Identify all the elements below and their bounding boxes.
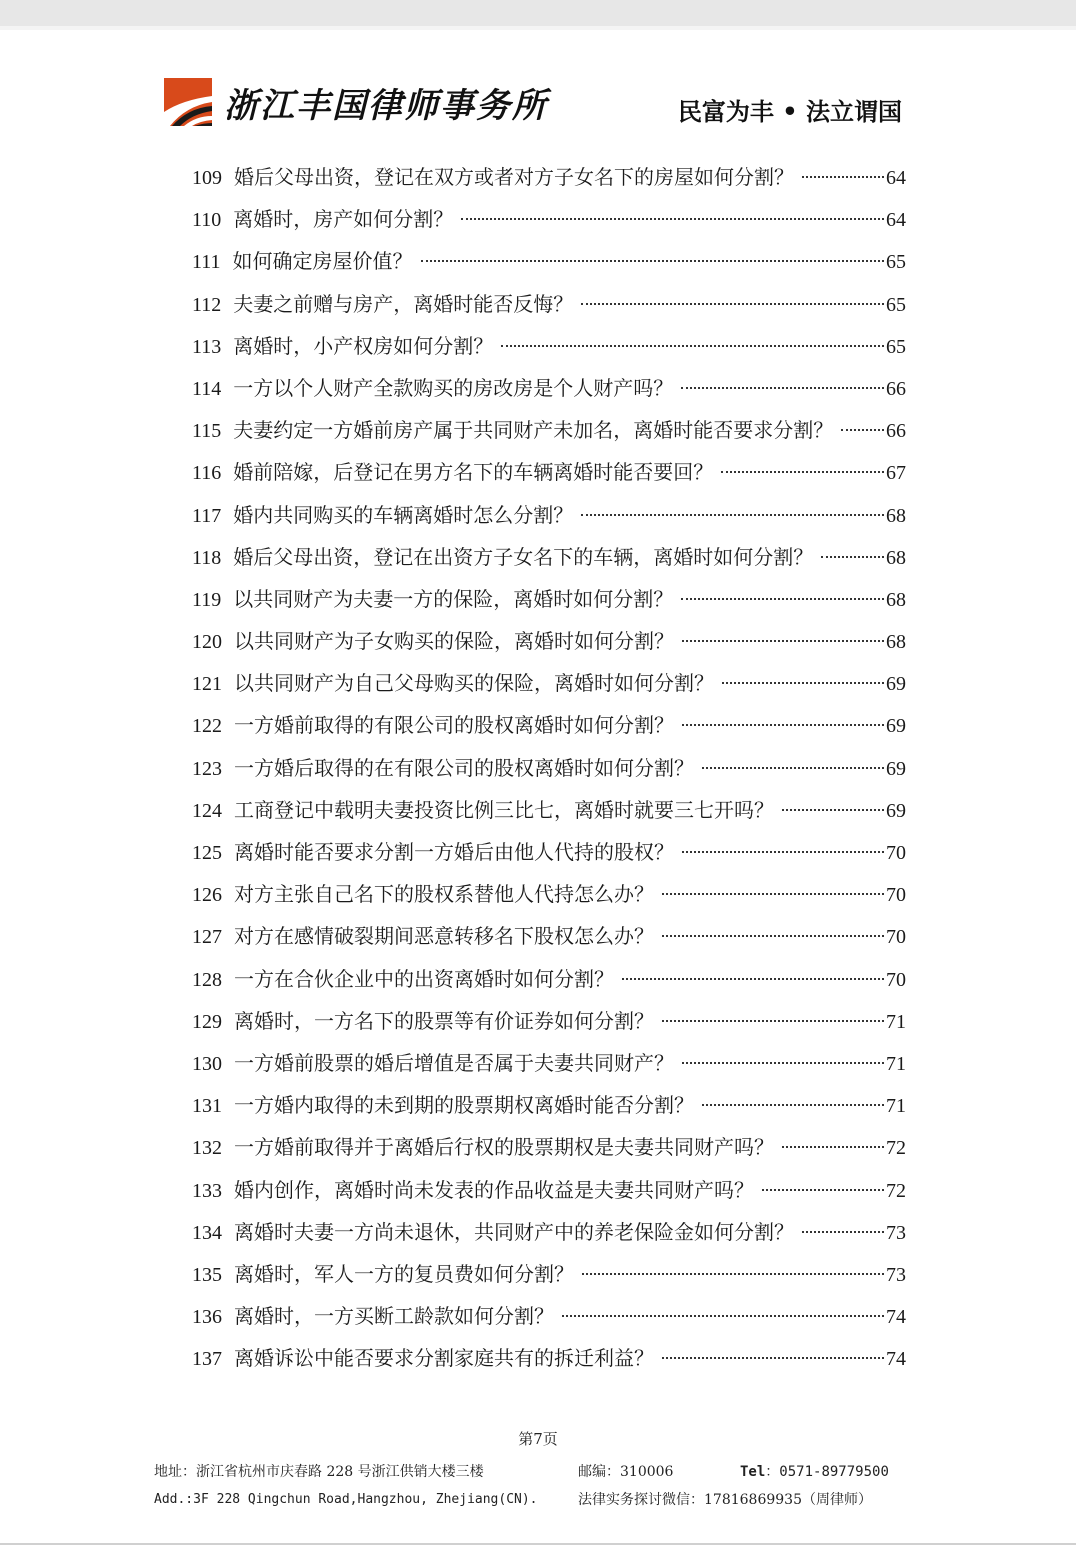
toc-leader-dots xyxy=(662,934,884,937)
footer-tel xyxy=(740,1458,889,1486)
toc-entry[interactable] xyxy=(192,1254,906,1296)
toc-entry-page: 66 xyxy=(886,420,906,443)
toc-entry-title: 离婚时能否要求分割一方婚后由他人代持的股权？ xyxy=(234,842,674,864)
toc-entry[interactable] xyxy=(192,452,906,494)
toc-entry-title: 婚前陪嫁，后登记在男方名下的车辆离婚时能否要回？ xyxy=(233,462,714,485)
toc-entry-page: 68 xyxy=(886,588,906,611)
toc-leader-dots xyxy=(562,1314,884,1317)
toc-entry-page: 70 xyxy=(886,884,906,907)
toc-entry-title: 离婚时夫妻一方尚未退休，共同财产中的养老保险金如何分割？ xyxy=(234,1221,794,1244)
toc-entry-number: 116 xyxy=(192,462,222,485)
toc-entry-number: 125 xyxy=(192,842,222,864)
toc-entry[interactable] xyxy=(192,199,906,241)
toc-entry-number: 133 xyxy=(192,1179,222,1202)
toc-entry[interactable] xyxy=(192,916,906,958)
toc-entry-page: 71 xyxy=(886,1052,906,1075)
toc-entry[interactable] xyxy=(192,1338,906,1380)
toc-entry-number: 120 xyxy=(192,631,222,654)
toc-leader-dots xyxy=(662,1019,884,1022)
toc-entry-title: 离婚时，小产权房如何分割？ xyxy=(233,335,494,358)
toc-entry-number: 117 xyxy=(192,504,222,527)
toc-entry-page: 64 xyxy=(886,167,906,189)
toc-entry[interactable] xyxy=(192,663,906,705)
toc-entry-title: 婚内共同购买的车辆离婚时怎么分割？ xyxy=(233,504,574,527)
toc-leader-dots xyxy=(762,1188,884,1191)
firm-name: 浙江丰国律师事务所 xyxy=(224,86,548,126)
toc-entry-title: 如何确定房屋价值？ xyxy=(232,251,413,274)
toc-leader-dots xyxy=(802,1230,884,1233)
toc-entry[interactable] xyxy=(192,537,906,579)
toc-leader-dots xyxy=(821,555,884,558)
toc-entry-page: 73 xyxy=(886,1221,906,1244)
toc-leader-dots xyxy=(682,639,884,642)
toc-entry-page: 70 xyxy=(886,926,906,949)
toc-entry-number: 134 xyxy=(192,1221,222,1244)
toc-leader-dots xyxy=(662,1356,884,1359)
toc-leader-dots xyxy=(682,850,884,853)
toc-entry-title: 一方婚前取得的有限公司的股权离婚时如何分割？ xyxy=(234,715,674,738)
toc-entry[interactable] xyxy=(192,495,906,537)
toc-entry-title: 婚后父母出资，登记在出资方子女名下的车辆，离婚时如何分割？ xyxy=(233,546,814,569)
toc-entry-page: 72 xyxy=(886,1179,906,1202)
toc-entry-page: 73 xyxy=(886,1263,906,1286)
toc-leader-dots xyxy=(702,1103,884,1106)
toc-entry-number: 115 xyxy=(192,420,222,443)
top-gray-band xyxy=(0,0,1076,26)
footer-tel-value: ：0571-89779500 xyxy=(765,1464,889,1480)
toc-entry-number: 109 xyxy=(192,167,222,189)
toc-leader-dots xyxy=(681,597,884,600)
toc-leader-dots xyxy=(782,808,884,811)
toc-entry-page: 65 xyxy=(886,335,906,358)
toc-entry-number: 128 xyxy=(192,968,222,991)
toc-entry-number: 131 xyxy=(192,1095,222,1118)
toc-entry-title: 夫妻之前赠与房产，离婚时能否反悔？ xyxy=(233,293,574,316)
toc-leader-dots xyxy=(782,1145,884,1148)
bottom-rule xyxy=(0,1543,1076,1545)
toc-entry-number: 113 xyxy=(192,335,222,358)
top-edge xyxy=(0,26,1076,30)
toc-entry-page: 69 xyxy=(886,715,906,738)
toc-entry-number: 135 xyxy=(192,1263,222,1286)
toc-entry-page: 69 xyxy=(886,799,906,822)
toc-entry-page: 70 xyxy=(886,842,906,864)
footer-tel-label: Tel xyxy=(740,1464,766,1480)
toc-entry-page: 74 xyxy=(886,1348,906,1371)
toc-entry-number: 118 xyxy=(192,546,222,569)
toc-entry-title: 婚后父母出资，登记在双方或者对方子女名下的房屋如何分割？ xyxy=(234,167,794,189)
toc-entry-title: 以共同财产为自己父母购买的保险，离婚时如何分割？ xyxy=(234,673,714,696)
toc-entry-number: 127 xyxy=(192,926,222,949)
toc-entry[interactable] xyxy=(192,790,906,832)
toc-entry-page: 71 xyxy=(886,1095,906,1118)
toc-entry-number: 112 xyxy=(192,293,222,316)
toc-entry[interactable] xyxy=(192,959,906,1001)
toc-entry[interactable] xyxy=(192,748,906,790)
toc-leader-dots xyxy=(622,977,884,980)
toc-entry-number: 110 xyxy=(192,209,222,232)
toc-entry-title: 以共同财产为子女购买的保险，离婚时如何分割？ xyxy=(234,631,674,654)
toc-entry[interactable] xyxy=(192,284,906,326)
toc-leader-dots xyxy=(682,1061,884,1064)
toc-entry-page: 68 xyxy=(886,504,906,527)
toc-entry[interactable] xyxy=(192,1170,906,1212)
toc-entry-title: 一方婚前股票的婚后增值是否属于夫妻共同财产？ xyxy=(234,1052,674,1075)
toc-leader-dots xyxy=(421,259,884,262)
toc-entry-title: 离婚时，一方买断工龄款如何分割？ xyxy=(234,1306,554,1329)
toc-entry-title: 夫妻约定一方婚前房产属于共同财产未加名，离婚时能否要求分割？ xyxy=(233,420,834,443)
toc-entry[interactable] xyxy=(192,832,906,874)
toc-leader-dots xyxy=(722,681,884,684)
footer-line-2 xyxy=(154,1486,914,1514)
firm-motto: 民富为丰 • 法立谓国 xyxy=(677,97,902,126)
toc-entry-title: 一方婚后取得的在有限公司的股权离婚时如何分割？ xyxy=(234,757,694,780)
toc-leader-dots xyxy=(581,302,884,305)
toc-leader-dots xyxy=(721,470,884,473)
toc-entry-title: 离婚诉讼中能否要求分割家庭共有的拆迁利益？ xyxy=(234,1348,654,1371)
toc-entry-number: 122 xyxy=(192,715,222,738)
toc-leader-dots xyxy=(702,766,884,769)
toc-entry[interactable] xyxy=(192,1043,906,1085)
toc-entry-number: 129 xyxy=(192,1010,222,1033)
footer-address-en: Add.:3F 228 Qingchun Road,Hangzhou, Zhejiang(CN). xyxy=(154,1492,538,1507)
toc-leader-dots xyxy=(682,723,884,726)
toc-entry[interactable] xyxy=(192,621,906,663)
toc-entry[interactable] xyxy=(192,157,906,199)
toc-entry-number: 121 xyxy=(192,673,222,696)
toc-entry-title: 工商登记中载明夫妻投资比例三比七，离婚时就要三七开吗？ xyxy=(234,799,774,822)
toc-entry-page: 69 xyxy=(886,673,906,696)
toc-entry[interactable] xyxy=(192,874,906,916)
toc-entry[interactable] xyxy=(192,1296,906,1338)
toc-leader-dots xyxy=(582,1272,884,1275)
toc-entry-number: 111 xyxy=(192,251,221,274)
page-number: 第7页 xyxy=(518,1430,558,1448)
toc-entry-title: 一方在合伙企业中的出资离婚时如何分割？ xyxy=(234,968,614,991)
table-of-contents xyxy=(192,157,906,1380)
toc-entry-number: 114 xyxy=(192,377,222,400)
toc-entry[interactable] xyxy=(192,368,906,410)
footer-postcode: 邮编：310006 xyxy=(578,1464,674,1480)
toc-entry[interactable] xyxy=(192,241,906,283)
footer-address-cn: 地址：浙江省杭州市庆春路 228 号浙江供销大楼三楼 xyxy=(154,1464,484,1480)
toc-entry[interactable] xyxy=(192,1001,906,1043)
toc-leader-dots xyxy=(662,892,884,895)
toc-leader-dots xyxy=(581,513,884,516)
toc-leader-dots xyxy=(461,217,884,220)
toc-entry-title: 一方婚内取得的未到期的股票期权离婚时能否分割？ xyxy=(234,1095,694,1118)
toc-entry-number: 137 xyxy=(192,1348,222,1371)
toc-entry-number: 132 xyxy=(192,1137,222,1160)
toc-leader-dots xyxy=(681,386,884,389)
toc-leader-dots xyxy=(501,344,884,347)
toc-entry[interactable] xyxy=(192,1212,906,1254)
toc-entry-page: 68 xyxy=(886,631,906,654)
toc-entry[interactable] xyxy=(192,410,906,452)
toc-entry-title: 离婚时，军人一方的复员费如何分割？ xyxy=(234,1263,574,1286)
toc-entry-title: 一方以个人财产全款购买的房改房是个人财产吗？ xyxy=(233,377,674,400)
toc-entry-page: 68 xyxy=(886,546,906,569)
toc-entry-number: 119 xyxy=(192,588,222,611)
toc-entry-page: 66 xyxy=(886,377,906,400)
page-header xyxy=(160,74,910,134)
toc-entry-page: 65 xyxy=(886,293,906,316)
toc-entry[interactable] xyxy=(192,579,906,621)
toc-entry-title: 离婚时，一方名下的股票等有价证券如何分割？ xyxy=(234,1010,654,1033)
toc-entry-page: 65 xyxy=(886,251,906,274)
toc-entry[interactable] xyxy=(192,1127,906,1169)
toc-entry-page: 74 xyxy=(886,1306,906,1329)
page-footer xyxy=(154,1458,914,1514)
toc-entry-title: 对方在感情破裂期间恶意转移名下股权怎么办？ xyxy=(234,926,654,949)
toc-entry[interactable] xyxy=(192,1085,906,1127)
toc-entry-title: 婚内创作，离婚时尚未发表的作品收益是夫妻共同财产吗？ xyxy=(234,1179,754,1202)
toc-entry-title: 以共同财产为夫妻一方的保险，离婚时如何分割？ xyxy=(233,588,674,611)
toc-entry-number: 130 xyxy=(192,1052,222,1075)
toc-entry-page: 67 xyxy=(886,462,906,485)
firm-logo-icon xyxy=(164,78,212,126)
toc-entry-page: 70 xyxy=(886,968,906,991)
toc-entry-number: 124 xyxy=(192,799,222,822)
footer-wechat: 法律实务探讨微信：17816869935（周律师） xyxy=(578,1492,872,1508)
toc-entry-page: 64 xyxy=(886,209,906,232)
toc-entry-title: 一方婚前取得并于离婚后行权的股票期权是夫妻共同财产吗？ xyxy=(234,1137,774,1160)
footer-line-1 xyxy=(154,1458,914,1486)
toc-entry-number: 136 xyxy=(192,1306,222,1329)
toc-entry[interactable] xyxy=(192,326,906,368)
toc-leader-dots xyxy=(802,175,884,178)
toc-leader-dots xyxy=(841,428,884,431)
toc-entry-page: 71 xyxy=(886,1010,906,1033)
toc-entry-number: 123 xyxy=(192,757,222,780)
toc-entry[interactable] xyxy=(192,705,906,747)
toc-entry-page: 72 xyxy=(886,1137,906,1160)
toc-entry-title: 离婚时，房产如何分割？ xyxy=(233,209,454,232)
toc-entry-number: 126 xyxy=(192,884,222,907)
toc-entry-page: 69 xyxy=(886,757,906,780)
toc-entry-title: 对方主张自己名下的股权系替他人代持怎么办？ xyxy=(234,884,654,907)
